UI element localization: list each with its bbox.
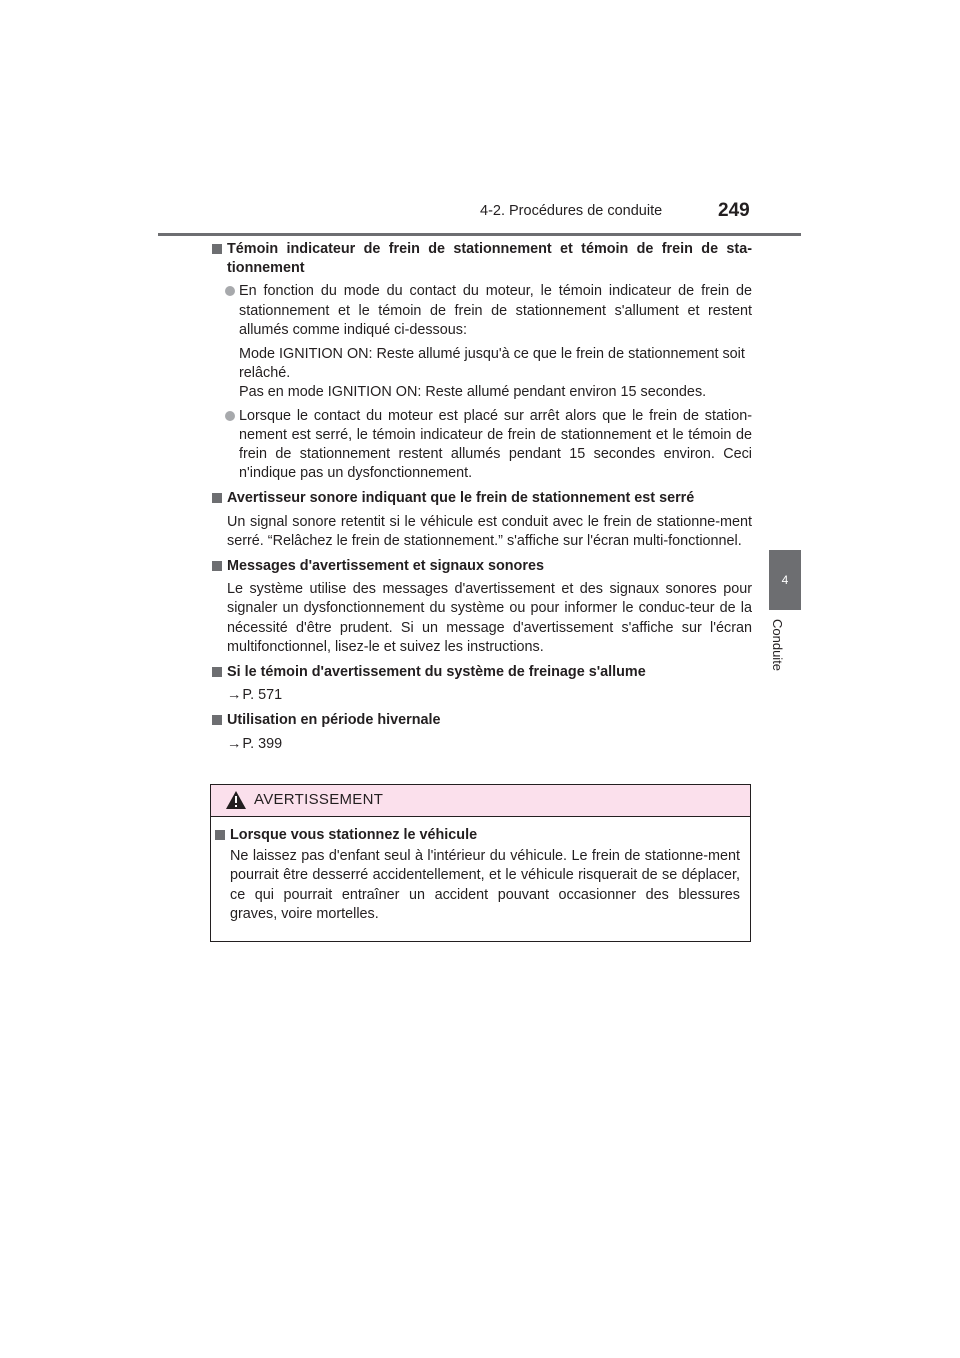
list-item: Lorsque le contact du moteur est placé sur arrêt alors que le frein de station-nement est serré, le témoin indicateur de frein de stationnement et le témoin de frein de stationnement restent allumés pendant 15 secondes environ. Ceci n'indique pas un dysfonctionnement. (212, 407, 752, 484)
square-bullet-icon (212, 244, 222, 254)
mode-description: Mode IGNITION ON: Reste allumé jusqu'à ce que le frein de stationnement soit relâché. Pas en mode IGNITION ON: Reste allumé pendant environ 15 secondes. (239, 346, 745, 401)
page-reference-link[interactable]: →P. 571 (227, 687, 283, 704)
section-title: Témoin indicateur de frein de stationnement et témoin de frein de sta-tionnement (212, 240, 752, 278)
square-bullet-icon (212, 667, 222, 677)
section-warning-messages (212, 557, 752, 657)
page-number: 249 (718, 200, 750, 221)
header-rule (158, 233, 801, 236)
section-parking-brake-indicator (212, 240, 752, 483)
section-winter-use (212, 711, 752, 753)
list-item: En fonction du mode du contact du moteur, le témoin indicateur de frein de stationnement et le témoin de frein de stationnement s'allument et restent allumés comme indiqué ci-dessous: (212, 282, 752, 340)
section-title: Utilisation en période hivernale (212, 711, 752, 730)
section-title: Si le témoin d'avertissement du système de freinage s'allume (212, 663, 752, 682)
arrow-right-icon: → (227, 735, 242, 752)
chapter-tab[interactable] (769, 550, 801, 610)
square-bullet-icon (212, 561, 222, 571)
warning-section-title: Lorsque vous stationnez le véhicule (215, 826, 740, 845)
chapter-number: 4 (781, 573, 789, 587)
page-reference-link[interactable]: →P. 399 (227, 735, 283, 752)
square-bullet-icon (212, 493, 222, 503)
chapter-label: Conduite (770, 619, 785, 672)
warning-box (210, 784, 751, 942)
arrow-right-icon: → (227, 687, 242, 704)
section-text: Un signal sonore retentit si le véhicule est conduit avec le frein de stationne-ment serré. “Relâchez le frein de stationnement.” s'affiche sur l'écran multi-fonctionnel. (227, 513, 752, 549)
warning-header (211, 785, 750, 817)
round-bullet-icon (225, 411, 235, 421)
square-bullet-icon (215, 830, 225, 840)
warning-body (211, 817, 750, 924)
square-bullet-icon (212, 715, 222, 725)
section-parking-brake-buzzer (212, 489, 752, 551)
section-text: Le système utilise des messages d'avertissement et des signaux sonores pour signaler un dysfonctionnement du système ou pour informer le conduc-teur de la nécessité d'être prudent. Si un message d'avertissement s'affiche sur l'écran multifonctionnel, lisez-le et suivez les instructions. (227, 581, 752, 655)
section-title: Messages d'avertissement et signaux sonores (212, 557, 752, 576)
warning-title: AVERTISSEMENT (254, 791, 384, 808)
main-content (212, 240, 752, 760)
round-bullet-icon (225, 286, 235, 296)
section-brake-warning-light (212, 663, 752, 705)
page-section-title: 4-2. Procédures de conduite (480, 203, 663, 219)
warning-text: Ne laissez pas d'enfant seul à l'intérieur du véhicule. Le frein de stationne-ment pourrait être desserré accidentellement, et le véhicule risquerait de se déplacer, ce qui pourrait entraîner un accident pouvant occasionner des blessures graves, voire mortelles. (230, 848, 740, 922)
warning-triangle-icon (225, 790, 247, 810)
section-title: Avertisseur sonore indiquant que le frein de stationnement est serré (212, 489, 752, 508)
